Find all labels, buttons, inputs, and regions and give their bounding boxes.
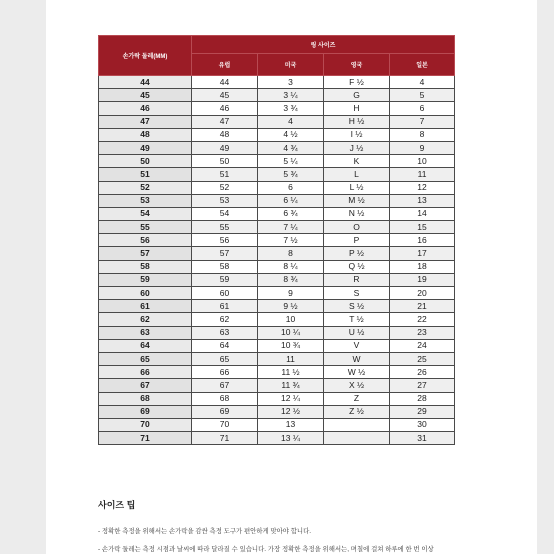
cell-uk: M ½ — [324, 194, 390, 207]
cell-europe: 47 — [192, 115, 258, 128]
size-tips-title: 사이즈 팁 — [98, 500, 136, 510]
col-header-us: 미국 — [258, 54, 324, 76]
cell-uk: J ½ — [324, 141, 390, 154]
cell-mm: 65 — [99, 352, 192, 365]
cell-mm: 52 — [99, 181, 192, 194]
cell-uk: N ½ — [324, 207, 390, 220]
table-row — [99, 76, 455, 89]
cell-japan: 9 — [390, 141, 455, 154]
cell-japan: 23 — [390, 326, 455, 339]
cell-uk: W — [324, 352, 390, 365]
cell-japan: 10 — [390, 155, 455, 168]
size-tip-item: - 정확한 측정을 위해서는 손가락을 감싼 측정 도구가 편안하게 맞아야 합니다. — [98, 528, 312, 535]
table-row — [99, 247, 455, 260]
cell-mm: 44 — [99, 76, 192, 89]
table-row — [99, 273, 455, 286]
cell-us: 10 — [258, 313, 324, 326]
cell-europe: 69 — [192, 405, 258, 418]
cell-mm: 60 — [99, 287, 192, 300]
cell-japan: 13 — [390, 194, 455, 207]
cell-uk: H — [324, 102, 390, 115]
cell-europe: 58 — [192, 260, 258, 273]
cell-europe: 68 — [192, 392, 258, 405]
table-row — [99, 287, 455, 300]
cell-uk: S — [324, 287, 390, 300]
ring-size-group-header: 링 사이즈 — [192, 36, 455, 54]
cell-japan: 30 — [390, 418, 455, 431]
cell-uk: L — [324, 168, 390, 181]
cell-us: 8 ¾ — [258, 273, 324, 286]
cell-japan: 28 — [390, 392, 455, 405]
col-header-europe: 유럽 — [192, 54, 258, 76]
cell-uk: P — [324, 234, 390, 247]
cell-uk: V — [324, 339, 390, 352]
cell-europe: 57 — [192, 247, 258, 260]
cell-japan: 15 — [390, 221, 455, 234]
cell-europe: 62 — [192, 313, 258, 326]
cell-uk: G — [324, 89, 390, 102]
table-row — [99, 207, 455, 220]
table-row — [99, 405, 455, 418]
table-row — [99, 221, 455, 234]
cell-uk: H ½ — [324, 115, 390, 128]
cell-europe: 61 — [192, 300, 258, 313]
cell-japan: 17 — [390, 247, 455, 260]
cell-mm: 66 — [99, 366, 192, 379]
cell-us: 10 ¼ — [258, 326, 324, 339]
cell-mm: 68 — [99, 392, 192, 405]
cell-europe: 54 — [192, 207, 258, 220]
cell-japan: 22 — [390, 313, 455, 326]
cell-us: 3 — [258, 76, 324, 89]
cell-uk: K — [324, 155, 390, 168]
cell-mm: 70 — [99, 418, 192, 431]
cell-uk: X ½ — [324, 379, 390, 392]
table-row — [99, 260, 455, 273]
cell-us: 11 — [258, 352, 324, 365]
cell-us: 8 ¼ — [258, 260, 324, 273]
cell-mm: 63 — [99, 326, 192, 339]
table-row — [99, 155, 455, 168]
cell-uk: W ½ — [324, 366, 390, 379]
cell-europe: 50 — [192, 155, 258, 168]
cell-us: 4 ¾ — [258, 141, 324, 154]
table-row — [99, 326, 455, 339]
cell-japan: 6 — [390, 102, 455, 115]
cell-mm: 48 — [99, 128, 192, 141]
cell-us: 5 ¼ — [258, 155, 324, 168]
cell-europe: 70 — [192, 418, 258, 431]
table-row — [99, 102, 455, 115]
cell-japan: 18 — [390, 260, 455, 273]
cell-mm: 46 — [99, 102, 192, 115]
cell-uk: L ½ — [324, 181, 390, 194]
cell-uk: I ½ — [324, 128, 390, 141]
cell-europe: 44 — [192, 76, 258, 89]
cell-japan: 31 — [390, 432, 455, 445]
table-row — [99, 234, 455, 247]
table-row — [99, 432, 455, 445]
cell-europe: 51 — [192, 168, 258, 181]
cell-mm: 59 — [99, 273, 192, 286]
cell-europe: 65 — [192, 352, 258, 365]
cell-us: 10 ¾ — [258, 339, 324, 352]
cell-us: 5 ¾ — [258, 168, 324, 181]
cell-mm: 64 — [99, 339, 192, 352]
document-page — [46, 0, 537, 554]
cell-uk: F ½ — [324, 76, 390, 89]
table-row — [99, 141, 455, 154]
table-row — [99, 352, 455, 365]
cell-mm: 71 — [99, 432, 192, 445]
cell-japan: 5 — [390, 89, 455, 102]
table-row — [99, 194, 455, 207]
cell-mm: 47 — [99, 115, 192, 128]
cell-uk — [324, 418, 390, 431]
cell-japan: 12 — [390, 181, 455, 194]
cell-us: 3 ¼ — [258, 89, 324, 102]
cell-japan: 24 — [390, 339, 455, 352]
table-row — [99, 392, 455, 405]
cell-europe: 45 — [192, 89, 258, 102]
cell-europe: 66 — [192, 366, 258, 379]
cell-uk: R — [324, 273, 390, 286]
cell-us: 9 ½ — [258, 300, 324, 313]
cell-mm: 45 — [99, 89, 192, 102]
cell-japan: 14 — [390, 207, 455, 220]
cell-europe: 55 — [192, 221, 258, 234]
cell-japan: 16 — [390, 234, 455, 247]
cell-japan: 25 — [390, 352, 455, 365]
cell-uk: P ½ — [324, 247, 390, 260]
table-row — [99, 300, 455, 313]
table-row — [99, 418, 455, 431]
cell-us: 11 ¾ — [258, 379, 324, 392]
cell-japan: 7 — [390, 115, 455, 128]
cell-mm: 61 — [99, 300, 192, 313]
cell-mm: 50 — [99, 155, 192, 168]
table-row — [99, 313, 455, 326]
cell-mm: 57 — [99, 247, 192, 260]
cell-uk — [324, 432, 390, 445]
cell-japan: 19 — [390, 273, 455, 286]
cell-uk: Z ½ — [324, 405, 390, 418]
cell-japan: 11 — [390, 168, 455, 181]
cell-us: 7 ¼ — [258, 221, 324, 234]
cell-uk: Z — [324, 392, 390, 405]
cell-us: 9 — [258, 287, 324, 300]
cell-europe: 71 — [192, 432, 258, 445]
cell-europe: 53 — [192, 194, 258, 207]
finger-circumference-header: 손가락 둘레(MM) — [99, 36, 192, 76]
cell-mm: 69 — [99, 405, 192, 418]
size-table-body — [99, 76, 455, 445]
cell-europe: 59 — [192, 273, 258, 286]
cell-us: 13 — [258, 418, 324, 431]
table-row — [99, 181, 455, 194]
cell-europe: 56 — [192, 234, 258, 247]
cell-japan: 4 — [390, 76, 455, 89]
cell-mm: 51 — [99, 168, 192, 181]
cell-us: 13 ¼ — [258, 432, 324, 445]
cell-mm: 67 — [99, 379, 192, 392]
cell-us: 8 — [258, 247, 324, 260]
cell-us: 12 ¼ — [258, 392, 324, 405]
cell-uk: T ½ — [324, 313, 390, 326]
cell-japan: 29 — [390, 405, 455, 418]
cell-japan: 20 — [390, 287, 455, 300]
cell-us: 4 — [258, 115, 324, 128]
cell-europe: 64 — [192, 339, 258, 352]
cell-mm: 53 — [99, 194, 192, 207]
cell-uk: Q ½ — [324, 260, 390, 273]
cell-europe: 48 — [192, 128, 258, 141]
table-row — [99, 168, 455, 181]
cell-europe: 49 — [192, 141, 258, 154]
cell-japan: 8 — [390, 128, 455, 141]
cell-uk: U ½ — [324, 326, 390, 339]
cell-us: 4 ½ — [258, 128, 324, 141]
cell-mm: 49 — [99, 141, 192, 154]
cell-uk: S ½ — [324, 300, 390, 313]
size-tip-item: - 손가락 둘레는 측정 시점과 날씨에 따라 달라질 수 있습니다. 가장 정확한 측정을 위해서는, 며칠에 걸쳐 하루에 한 번 이상 — [98, 546, 434, 553]
table-row — [99, 115, 455, 128]
cell-europe: 63 — [192, 326, 258, 339]
cell-uk: O — [324, 221, 390, 234]
cell-us: 11 ½ — [258, 366, 324, 379]
col-header-uk: 영국 — [324, 54, 390, 76]
cell-japan: 26 — [390, 366, 455, 379]
cell-us: 6 ¾ — [258, 207, 324, 220]
cell-us: 12 ½ — [258, 405, 324, 418]
cell-mm: 62 — [99, 313, 192, 326]
cell-europe: 67 — [192, 379, 258, 392]
cell-europe: 60 — [192, 287, 258, 300]
ring-size-table — [98, 35, 455, 445]
cell-japan: 21 — [390, 300, 455, 313]
cell-europe: 46 — [192, 102, 258, 115]
col-header-japan: 일본 — [390, 54, 455, 76]
cell-us: 6 — [258, 181, 324, 194]
cell-mm: 54 — [99, 207, 192, 220]
table-row — [99, 89, 455, 102]
table-row — [99, 379, 455, 392]
table-row — [99, 339, 455, 352]
cell-mm: 55 — [99, 221, 192, 234]
cell-japan: 27 — [390, 379, 455, 392]
table-row — [99, 366, 455, 379]
cell-us: 7 ½ — [258, 234, 324, 247]
cell-mm: 58 — [99, 260, 192, 273]
cell-us: 3 ¾ — [258, 102, 324, 115]
table-row — [99, 128, 455, 141]
cell-europe: 52 — [192, 181, 258, 194]
cell-mm: 56 — [99, 234, 192, 247]
cell-us: 6 ¼ — [258, 194, 324, 207]
